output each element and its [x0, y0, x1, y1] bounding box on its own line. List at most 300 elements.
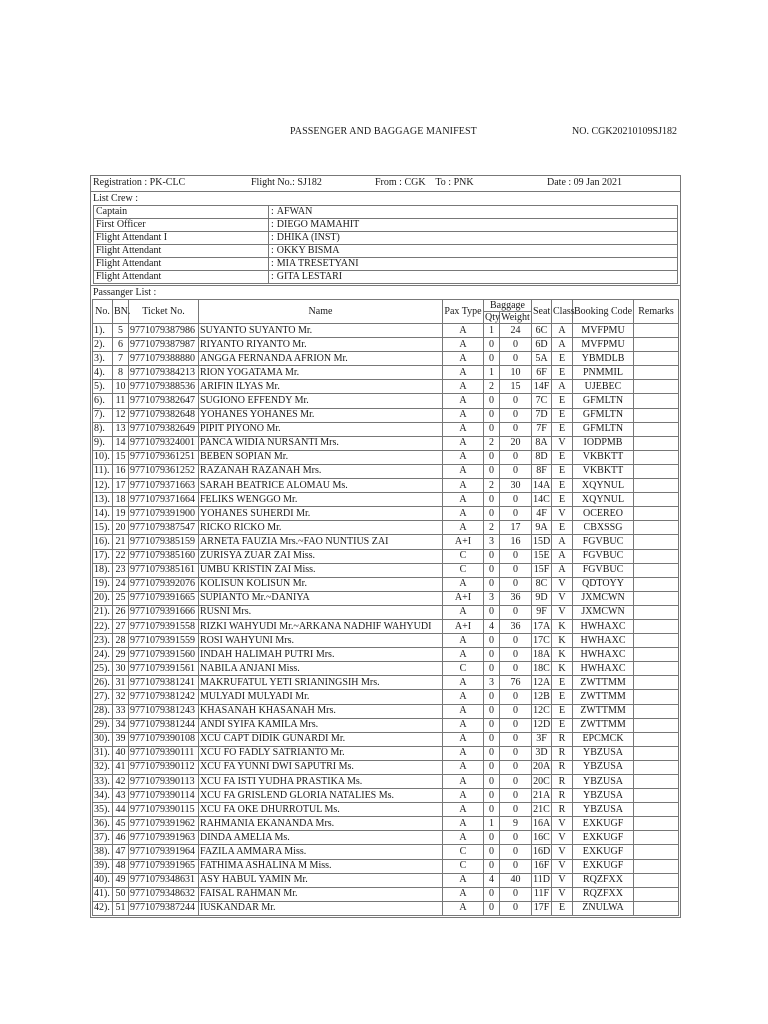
passenger-name: XCU FA GRISLEND GLORIA NATALIES Ms.	[199, 789, 443, 803]
seat: 15E	[532, 549, 552, 563]
passenger-name: KOLISUN KOLISUN Mr.	[199, 577, 443, 591]
baggage-weight: 0	[500, 549, 532, 563]
baggage-weight: 0	[500, 605, 532, 619]
baggage-qty: 0	[484, 803, 500, 817]
baggage-qty: 0	[484, 394, 500, 408]
baggage-qty: 0	[484, 831, 500, 845]
booking-code: ZWTTMM	[573, 676, 634, 690]
baggage-qty: 4	[484, 619, 500, 633]
row-no: 20).	[93, 591, 113, 605]
ticket-number: 9771079381244	[129, 718, 199, 732]
baggage-weight: 0	[500, 887, 532, 901]
remarks	[634, 746, 679, 760]
passenger-name: SUGIONO EFFENDY Mr.	[199, 394, 443, 408]
pax-type: A	[443, 394, 484, 408]
ticket-number: 9771079385159	[129, 535, 199, 549]
pax-type: A	[443, 450, 484, 464]
row-no: 30).	[93, 732, 113, 746]
boarding-number: 34	[113, 718, 129, 732]
row-no: 21).	[93, 605, 113, 619]
class: E	[552, 901, 573, 915]
passenger-name: FAZILA AMMARA Miss.	[199, 845, 443, 859]
booking-code: YBZUSA	[573, 789, 634, 803]
booking-code: VKBKTT	[573, 450, 634, 464]
seat: 20A	[532, 760, 552, 774]
seat: 17C	[532, 634, 552, 648]
baggage-weight: 40	[500, 873, 532, 887]
class: E	[552, 366, 573, 380]
passenger-name: RIYANTO RIYANTO Mr.	[199, 338, 443, 352]
row-no: 5).	[93, 380, 113, 394]
boarding-number: 28	[113, 634, 129, 648]
row-no: 27).	[93, 690, 113, 704]
ticket-number: 9771079391666	[129, 605, 199, 619]
baggage-qty: 4	[484, 873, 500, 887]
ticket-number: 9771079348631	[129, 873, 199, 887]
ticket-number: 9771079387244	[129, 901, 199, 915]
passenger-row	[93, 760, 679, 774]
col-class: Class	[552, 300, 573, 324]
crew-row	[94, 271, 678, 284]
baggage-qty: 2	[484, 521, 500, 535]
ticket-number: 9771079391962	[129, 817, 199, 831]
passenger-row	[93, 648, 679, 662]
crew-role: Captain	[94, 206, 269, 219]
passenger-row	[93, 450, 679, 464]
pax-type: A	[443, 901, 484, 915]
passenger-name: ARNETA FAUZIA Mrs.~FAO NUNTIUS ZAI	[199, 535, 443, 549]
remarks	[634, 634, 679, 648]
class: K	[552, 662, 573, 676]
col-booking-code: Booking Code	[573, 300, 634, 324]
passenger-name: KHASANAH KHASANAH Mrs.	[199, 704, 443, 718]
passenger-row	[93, 591, 679, 605]
pax-type: A	[443, 803, 484, 817]
booking-code: OCEREO	[573, 507, 634, 521]
remarks	[634, 789, 679, 803]
booking-code: ZWTTMM	[573, 718, 634, 732]
booking-code: IODPMB	[573, 436, 634, 450]
ticket-number: 9771079390114	[129, 789, 199, 803]
boarding-number: 24	[113, 577, 129, 591]
ticket-number: 9771079391964	[129, 845, 199, 859]
boarding-number: 39	[113, 732, 129, 746]
boarding-number: 29	[113, 648, 129, 662]
baggage-weight: 0	[500, 662, 532, 676]
crew-role: Flight Attendant	[94, 271, 269, 284]
boarding-number: 20	[113, 521, 129, 535]
remarks	[634, 507, 679, 521]
row-no: 22).	[93, 619, 113, 633]
class: E	[552, 408, 573, 422]
passenger-name: BEBEN SOPIAN Mr.	[199, 450, 443, 464]
baggage-qty: 0	[484, 563, 500, 577]
baggage-qty: 0	[484, 352, 500, 366]
baggage-weight: 0	[500, 760, 532, 774]
remarks	[634, 775, 679, 789]
seat: 6F	[532, 366, 552, 380]
booking-code: RQZFXX	[573, 887, 634, 901]
baggage-qty: 0	[484, 746, 500, 760]
class: K	[552, 619, 573, 633]
class: R	[552, 732, 573, 746]
pax-type: A	[443, 464, 484, 478]
seat: 21A	[532, 789, 552, 803]
passenger-row	[93, 831, 679, 845]
pax-type: C	[443, 549, 484, 563]
row-no: 39).	[93, 859, 113, 873]
remarks	[634, 394, 679, 408]
pax-type: A	[443, 718, 484, 732]
boarding-number: 7	[113, 352, 129, 366]
crew-list-label: List Crew :	[93, 193, 138, 204]
class: E	[552, 394, 573, 408]
row-no: 31).	[93, 746, 113, 760]
baggage-weight: 20	[500, 436, 532, 450]
class: K	[552, 634, 573, 648]
booking-code: CBXSSG	[573, 521, 634, 535]
passenger-row	[93, 901, 679, 915]
baggage-qty: 2	[484, 436, 500, 450]
remarks	[634, 338, 679, 352]
row-no: 23).	[93, 634, 113, 648]
crew-separator: :	[269, 232, 275, 245]
booking-code: YBZUSA	[573, 746, 634, 760]
crew-name: AFWAN	[275, 206, 678, 219]
remarks	[634, 591, 679, 605]
remarks	[634, 873, 679, 887]
pax-type: A	[443, 422, 484, 436]
booking-code: EXKUGF	[573, 859, 634, 873]
seat: 6C	[532, 324, 552, 338]
class: V	[552, 859, 573, 873]
boarding-number: 50	[113, 887, 129, 901]
class: E	[552, 493, 573, 507]
passenger-row	[93, 394, 679, 408]
boarding-number: 32	[113, 690, 129, 704]
pax-type: A	[443, 887, 484, 901]
remarks	[634, 662, 679, 676]
seat: 12B	[532, 690, 552, 704]
passenger-name: INDAH HALIMAH PUTRI Mrs.	[199, 648, 443, 662]
class: K	[552, 648, 573, 662]
pax-type: A	[443, 338, 484, 352]
baggage-weight: 76	[500, 676, 532, 690]
remarks	[634, 619, 679, 633]
passenger-row	[93, 549, 679, 563]
booking-code: JXMCWN	[573, 591, 634, 605]
crew-row	[94, 206, 678, 219]
passenger-row	[93, 887, 679, 901]
baggage-qty: 0	[484, 648, 500, 662]
ticket-number: 9771079390112	[129, 760, 199, 774]
row-no: 28).	[93, 704, 113, 718]
passenger-row	[93, 563, 679, 577]
baggage-qty: 0	[484, 859, 500, 873]
row-no: 6).	[93, 394, 113, 408]
passenger-name: XCU FO FADLY SATRIANTO Mr.	[199, 746, 443, 760]
boarding-number: 51	[113, 901, 129, 915]
ticket-number: 9771079388536	[129, 380, 199, 394]
ticket-number: 9771079391665	[129, 591, 199, 605]
booking-code: HWHAXC	[573, 634, 634, 648]
booking-code: YBMDLB	[573, 352, 634, 366]
baggage-qty: 0	[484, 718, 500, 732]
remarks	[634, 648, 679, 662]
remarks	[634, 901, 679, 915]
passenger-name: PIPIT PIYONO Mr.	[199, 422, 443, 436]
crew-role: Flight Attendant	[94, 245, 269, 258]
seat: 8D	[532, 450, 552, 464]
seat: 21C	[532, 803, 552, 817]
pax-type: A	[443, 366, 484, 380]
baggage-weight: 0	[500, 648, 532, 662]
remarks	[634, 549, 679, 563]
booking-code: MVFPMU	[573, 324, 634, 338]
seat: 16D	[532, 845, 552, 859]
ticket-number: 9771079348632	[129, 887, 199, 901]
col-remarks: Remarks	[634, 300, 679, 324]
row-no: 12).	[93, 479, 113, 493]
class: E	[552, 521, 573, 535]
booking-code: HWHAXC	[573, 619, 634, 633]
baggage-weight: 0	[500, 775, 532, 789]
pax-type: A	[443, 831, 484, 845]
ticket-number: 9771079387987	[129, 338, 199, 352]
ticket-number: 9771079361251	[129, 450, 199, 464]
pax-type: A	[443, 507, 484, 521]
passenger-row	[93, 634, 679, 648]
row-no: 17).	[93, 549, 113, 563]
ticket-number: 9771079385161	[129, 563, 199, 577]
passenger-row	[93, 408, 679, 422]
boarding-number: 8	[113, 366, 129, 380]
pax-type: A	[443, 704, 484, 718]
ticket-number: 9771079381242	[129, 690, 199, 704]
remarks	[634, 563, 679, 577]
passenger-row	[93, 803, 679, 817]
class: A	[552, 324, 573, 338]
row-no: 33).	[93, 775, 113, 789]
pax-type: A	[443, 324, 484, 338]
pax-type: A	[443, 605, 484, 619]
seat: 20C	[532, 775, 552, 789]
booking-code: RQZFXX	[573, 873, 634, 887]
baggage-qty: 3	[484, 535, 500, 549]
baggage-qty: 0	[484, 338, 500, 352]
row-no: 24).	[93, 648, 113, 662]
row-no: 29).	[93, 718, 113, 732]
booking-code: ZWTTMM	[573, 690, 634, 704]
seat: 9A	[532, 521, 552, 535]
row-no: 40).	[93, 873, 113, 887]
booking-code: MVFPMU	[573, 338, 634, 352]
seat: 3D	[532, 746, 552, 760]
passenger-row	[93, 859, 679, 873]
passenger-name: ZURISYA ZUAR ZAI Miss.	[199, 549, 443, 563]
class: E	[552, 676, 573, 690]
crew-separator: :	[269, 258, 275, 271]
booking-code: GFMLTN	[573, 408, 634, 422]
class: A	[552, 380, 573, 394]
booking-code: GFMLTN	[573, 394, 634, 408]
seat: 17F	[532, 901, 552, 915]
class: E	[552, 718, 573, 732]
pax-type: A+I	[443, 535, 484, 549]
baggage-weight: 0	[500, 352, 532, 366]
ticket-number: 9771079381241	[129, 676, 199, 690]
remarks	[634, 352, 679, 366]
passenger-name: ANGGA FERNANDA AFRION Mr.	[199, 352, 443, 366]
remarks	[634, 803, 679, 817]
row-no: 36).	[93, 817, 113, 831]
ticket-number: 9771079371663	[129, 479, 199, 493]
booking-code: FGVBUC	[573, 563, 634, 577]
passenger-name: RAZANAH RAZANAH Mrs.	[199, 464, 443, 478]
baggage-qty: 0	[484, 493, 500, 507]
col-bn: BN.	[113, 300, 129, 324]
row-no: 25).	[93, 662, 113, 676]
baggage-weight: 0	[500, 464, 532, 478]
boarding-number: 21	[113, 535, 129, 549]
boarding-number: 11	[113, 394, 129, 408]
seat: 9D	[532, 591, 552, 605]
baggage-qty: 2	[484, 380, 500, 394]
ticket-number: 9771079382648	[129, 408, 199, 422]
boarding-number: 33	[113, 704, 129, 718]
pax-type: A	[443, 760, 484, 774]
crew-name: OKKY BISMA	[275, 245, 678, 258]
remarks	[634, 479, 679, 493]
boarding-number: 44	[113, 803, 129, 817]
seat: 14C	[532, 493, 552, 507]
passenger-name: FAISAL RAHMAN Mr.	[199, 887, 443, 901]
boarding-number: 43	[113, 789, 129, 803]
ticket-number: 9771079392076	[129, 577, 199, 591]
ticket-number: 9771079361252	[129, 464, 199, 478]
passenger-name: RICKO RICKO Mr.	[199, 521, 443, 535]
boarding-number: 10	[113, 380, 129, 394]
remarks	[634, 422, 679, 436]
baggage-weight: 0	[500, 789, 532, 803]
crew-row	[94, 245, 678, 258]
booking-code: FGVBUC	[573, 535, 634, 549]
class: V	[552, 845, 573, 859]
class: V	[552, 605, 573, 619]
passenger-row	[93, 507, 679, 521]
passenger-row	[93, 817, 679, 831]
ticket-number: 9771079391561	[129, 662, 199, 676]
crew-table	[93, 205, 678, 284]
booking-code: YBZUSA	[573, 760, 634, 774]
remarks	[634, 690, 679, 704]
pax-type: A	[443, 732, 484, 746]
passenger-list-label: Passanger List :	[91, 285, 680, 299]
baggage-qty: 0	[484, 789, 500, 803]
seat: 17A	[532, 619, 552, 633]
booking-code: YBZUSA	[573, 803, 634, 817]
baggage-weight: 0	[500, 507, 532, 521]
baggage-weight: 0	[500, 746, 532, 760]
seat: 18A	[532, 648, 552, 662]
row-no: 2).	[93, 338, 113, 352]
ticket-number: 9771079384213	[129, 366, 199, 380]
pax-type: A	[443, 634, 484, 648]
baggage-weight: 9	[500, 817, 532, 831]
seat: 16C	[532, 831, 552, 845]
crew-role: Flight Attendant I	[94, 232, 269, 245]
booking-code: VKBKTT	[573, 464, 634, 478]
baggage-weight: 24	[500, 324, 532, 338]
baggage-weight: 0	[500, 831, 532, 845]
baggage-qty: 0	[484, 634, 500, 648]
baggage-weight: 0	[500, 803, 532, 817]
passenger-row	[93, 535, 679, 549]
boarding-number: 45	[113, 817, 129, 831]
passenger-row	[93, 775, 679, 789]
row-no: 38).	[93, 845, 113, 859]
baggage-qty: 0	[484, 732, 500, 746]
passenger-name: MULYADI MULYADI Mr.	[199, 690, 443, 704]
boarding-number: 14	[113, 436, 129, 450]
remarks	[634, 436, 679, 450]
booking-code: ZNULWA	[573, 901, 634, 915]
seat: 15D	[532, 535, 552, 549]
class: R	[552, 746, 573, 760]
baggage-qty: 1	[484, 817, 500, 831]
pax-type: A+I	[443, 591, 484, 605]
col-pax-type: Pax Type	[443, 300, 484, 324]
crew-separator: :	[269, 206, 275, 219]
passenger-name: RIZKI WAHYUDI Mr.~ARKANA NADHIF WAHYUDI	[199, 619, 443, 633]
passenger-name: DINDA AMELIA Ms.	[199, 831, 443, 845]
crew-row	[94, 219, 678, 232]
pax-type: A	[443, 775, 484, 789]
remarks	[634, 324, 679, 338]
boarding-number: 30	[113, 662, 129, 676]
baggage-qty: 0	[484, 662, 500, 676]
class: V	[552, 817, 573, 831]
booking-code: HWHAXC	[573, 648, 634, 662]
booking-code: PNMMIL	[573, 366, 634, 380]
remarks	[634, 493, 679, 507]
class: V	[552, 591, 573, 605]
row-no: 9).	[93, 436, 113, 450]
passenger-row	[93, 493, 679, 507]
passenger-name: UMBU KRISTIN ZAI Miss.	[199, 563, 443, 577]
booking-code: EXKUGF	[573, 817, 634, 831]
booking-code: QDTOYY	[573, 577, 634, 591]
baggage-qty: 0	[484, 760, 500, 774]
baggage-weight: 36	[500, 619, 532, 633]
ticket-number: 9771079391559	[129, 634, 199, 648]
pax-type: A	[443, 676, 484, 690]
passenger-name: ASY HABUL YAMIN Mr.	[199, 873, 443, 887]
seat: 14A	[532, 479, 552, 493]
passenger-name: RUSNI Mrs.	[199, 605, 443, 619]
passenger-row	[93, 479, 679, 493]
pax-type: A	[443, 436, 484, 450]
seat: 16F	[532, 859, 552, 873]
passenger-row	[93, 324, 679, 338]
passenger-row	[93, 662, 679, 676]
baggage-qty: 2	[484, 479, 500, 493]
baggage-qty: 0	[484, 549, 500, 563]
row-no: 8).	[93, 422, 113, 436]
ticket-number: 9771079388880	[129, 352, 199, 366]
class: E	[552, 464, 573, 478]
boarding-number: 16	[113, 464, 129, 478]
